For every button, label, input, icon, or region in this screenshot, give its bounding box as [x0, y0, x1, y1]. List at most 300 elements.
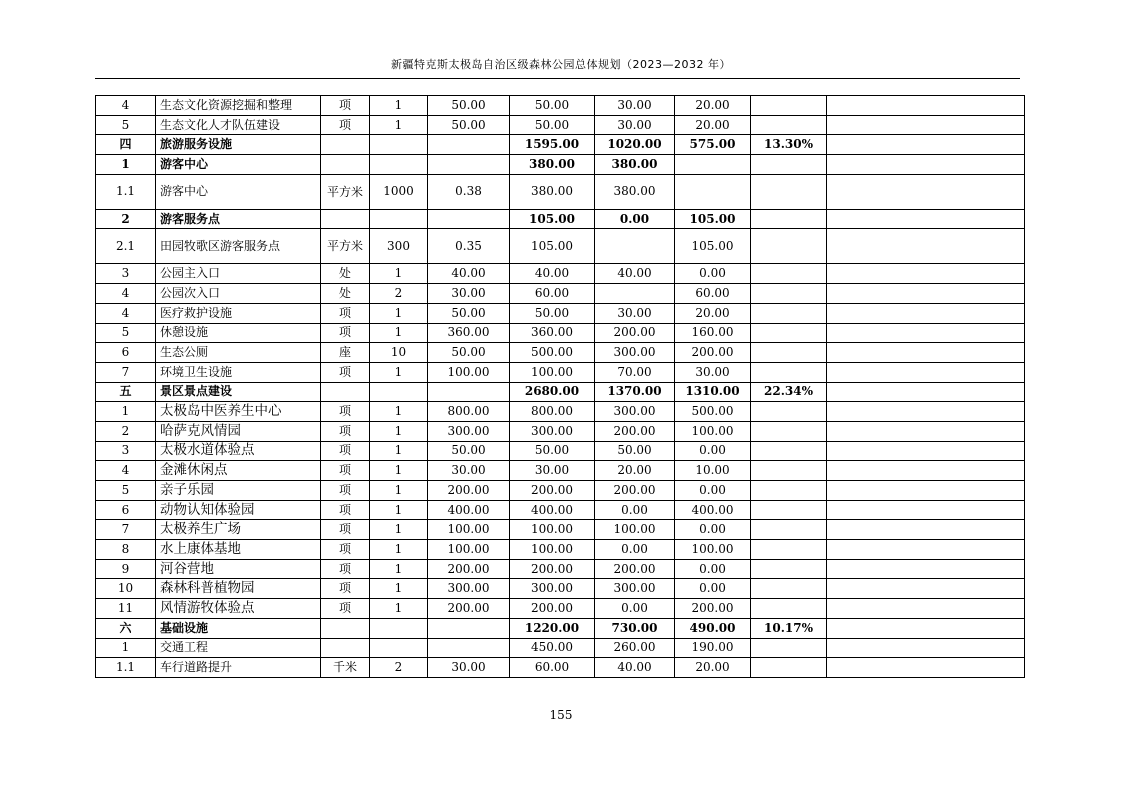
- quantity-cell: [370, 209, 428, 229]
- remarks-cell: [827, 284, 1025, 304]
- phase-1-investment-cell: 100.00: [595, 520, 675, 540]
- table-row: [96, 421, 1025, 441]
- quantity-cell: 1: [370, 559, 428, 579]
- total-investment-cell: 100.00: [510, 362, 595, 382]
- unit-cell: 项: [321, 402, 370, 422]
- item-name-cell: 哈萨克风情园: [156, 421, 321, 441]
- table-row: [96, 362, 1025, 382]
- unit-cell: 项: [321, 599, 370, 619]
- phase-1-investment-cell: 380.00: [595, 174, 675, 209]
- item-name-cell: 生态文化人才队伍建设: [156, 115, 321, 135]
- table-row: [96, 155, 1025, 175]
- phase-1-investment-cell: 20.00: [595, 461, 675, 481]
- investment-share-cell: [751, 323, 827, 343]
- item-name-cell: 基础设施: [156, 618, 321, 638]
- total-investment-cell: 60.00: [510, 658, 595, 678]
- quantity-cell: 1: [370, 96, 428, 116]
- phase-1-investment-cell: 730.00: [595, 618, 675, 638]
- item-name-cell: 动物认知体验园: [156, 500, 321, 520]
- row-index-cell: 3: [96, 441, 156, 461]
- total-investment-cell: 105.00: [510, 229, 595, 264]
- item-name-cell: 金滩休闲点: [156, 461, 321, 481]
- phase-2-investment-cell: 10.00: [675, 461, 751, 481]
- unit-price-cell: 30.00: [428, 658, 510, 678]
- unit-price-cell: 200.00: [428, 559, 510, 579]
- row-index-cell: 6: [96, 343, 156, 363]
- investment-share-cell: [751, 96, 827, 116]
- unit-cell: 处: [321, 284, 370, 304]
- item-name-cell: 公园次入口: [156, 284, 321, 304]
- unit-cell: 项: [321, 579, 370, 599]
- row-index-cell: 8: [96, 540, 156, 560]
- unit-cell: 项: [321, 540, 370, 560]
- phase-1-investment-cell: 200.00: [595, 481, 675, 501]
- row-index-cell: 11: [96, 599, 156, 619]
- item-name-cell: 田园牧歌区游客服务点: [156, 229, 321, 264]
- remarks-cell: [827, 599, 1025, 619]
- total-investment-cell: 380.00: [510, 155, 595, 175]
- phase-1-investment-cell: 1020.00: [595, 135, 675, 155]
- remarks-cell: [827, 559, 1025, 579]
- unit-price-cell: [428, 382, 510, 402]
- investment-share-cell: [751, 559, 827, 579]
- row-index-cell: 4: [96, 303, 156, 323]
- row-index-cell: 1.1: [96, 174, 156, 209]
- remarks-cell: [827, 481, 1025, 501]
- table-row: [96, 382, 1025, 402]
- phase-2-investment-cell: 0.00: [675, 520, 751, 540]
- unit-price-cell: 0.35: [428, 229, 510, 264]
- table-row: [96, 559, 1025, 579]
- row-index-cell: 5: [96, 481, 156, 501]
- phase-2-investment-cell: [675, 155, 751, 175]
- investment-share-cell: [751, 481, 827, 501]
- unit-cell: 项: [321, 481, 370, 501]
- table-row: [96, 284, 1025, 304]
- row-index-cell: 10: [96, 579, 156, 599]
- unit-cell: [321, 618, 370, 638]
- remarks-cell: [827, 229, 1025, 264]
- phase-2-investment-cell: 1310.00: [675, 382, 751, 402]
- table-row: [96, 579, 1025, 599]
- quantity-cell: 1: [370, 461, 428, 481]
- row-index-cell: 6: [96, 500, 156, 520]
- phase-1-investment-cell: [595, 284, 675, 304]
- item-name-cell: 河谷营地: [156, 559, 321, 579]
- item-name-cell: 水上康体基地: [156, 540, 321, 560]
- quantity-cell: 1: [370, 500, 428, 520]
- phase-2-investment-cell: 490.00: [675, 618, 751, 638]
- item-name-cell: 车行道路提升: [156, 658, 321, 678]
- investment-share-cell: [751, 115, 827, 135]
- item-name-cell: 交通工程: [156, 638, 321, 658]
- table-row: [96, 481, 1025, 501]
- row-index-cell: 4: [96, 96, 156, 116]
- item-name-cell: 太极水道体验点: [156, 441, 321, 461]
- total-investment-cell: 1220.00: [510, 618, 595, 638]
- phase-2-investment-cell: 0.00: [675, 264, 751, 284]
- investment-share-cell: [751, 540, 827, 560]
- phase-2-investment-cell: 0.00: [675, 441, 751, 461]
- item-name-cell: 游客中心: [156, 155, 321, 175]
- unit-price-cell: 30.00: [428, 284, 510, 304]
- quantity-cell: 1: [370, 421, 428, 441]
- header-rule: [95, 78, 1020, 79]
- quantity-cell: 1: [370, 481, 428, 501]
- table-row: [96, 461, 1025, 481]
- phase-2-investment-cell: 20.00: [675, 96, 751, 116]
- total-investment-cell: 400.00: [510, 500, 595, 520]
- remarks-cell: [827, 343, 1025, 363]
- remarks-cell: [827, 441, 1025, 461]
- unit-price-cell: 40.00: [428, 264, 510, 284]
- investment-share-cell: [751, 155, 827, 175]
- quantity-cell: 1: [370, 441, 428, 461]
- phase-2-investment-cell: 20.00: [675, 658, 751, 678]
- total-investment-cell: 200.00: [510, 481, 595, 501]
- unit-price-cell: 200.00: [428, 481, 510, 501]
- total-investment-cell: 60.00: [510, 284, 595, 304]
- unit-price-cell: 300.00: [428, 579, 510, 599]
- quantity-cell: 1: [370, 520, 428, 540]
- remarks-cell: [827, 638, 1025, 658]
- table-row: [96, 323, 1025, 343]
- quantity-cell: 1: [370, 115, 428, 135]
- total-investment-cell: 50.00: [510, 303, 595, 323]
- phase-1-investment-cell: 40.00: [595, 264, 675, 284]
- quantity-cell: [370, 618, 428, 638]
- unit-cell: 平方米: [321, 174, 370, 209]
- remarks-cell: [827, 174, 1025, 209]
- phase-2-investment-cell: 575.00: [675, 135, 751, 155]
- remarks-cell: [827, 540, 1025, 560]
- phase-1-investment-cell: 30.00: [595, 303, 675, 323]
- budget-table-body: [96, 96, 1025, 678]
- quantity-cell: 1: [370, 362, 428, 382]
- row-index-cell: 2: [96, 421, 156, 441]
- phase-1-investment-cell: 200.00: [595, 421, 675, 441]
- budget-table: [95, 95, 1025, 678]
- unit-price-cell: 50.00: [428, 303, 510, 323]
- page-header: 新疆特克斯太极岛自治区级森林公园总体规划（2023—2032 年）: [391, 58, 731, 71]
- total-investment-cell: 300.00: [510, 421, 595, 441]
- table-row: [96, 115, 1025, 135]
- remarks-cell: [827, 155, 1025, 175]
- phase-2-investment-cell: 100.00: [675, 421, 751, 441]
- unit-price-cell: [428, 155, 510, 175]
- quantity-cell: 1: [370, 599, 428, 619]
- phase-1-investment-cell: 0.00: [595, 540, 675, 560]
- unit-cell: 项: [321, 96, 370, 116]
- remarks-cell: [827, 264, 1025, 284]
- phase-1-investment-cell: 380.00: [595, 155, 675, 175]
- total-investment-cell: 800.00: [510, 402, 595, 422]
- remarks-cell: [827, 303, 1025, 323]
- unit-price-cell: 50.00: [428, 115, 510, 135]
- phase-1-investment-cell: 200.00: [595, 559, 675, 579]
- phase-1-investment-cell: 40.00: [595, 658, 675, 678]
- quantity-cell: 1: [370, 402, 428, 422]
- quantity-cell: 1: [370, 264, 428, 284]
- row-index-cell: 四: [96, 135, 156, 155]
- row-index-cell: 1: [96, 402, 156, 422]
- item-name-cell: 休憩设施: [156, 323, 321, 343]
- unit-cell: 项: [321, 323, 370, 343]
- investment-share-cell: [751, 658, 827, 678]
- row-index-cell: 7: [96, 362, 156, 382]
- row-index-cell: 2: [96, 209, 156, 229]
- table-row: [96, 343, 1025, 363]
- remarks-cell: [827, 500, 1025, 520]
- unit-cell: [321, 382, 370, 402]
- phase-1-investment-cell: 30.00: [595, 115, 675, 135]
- investment-share-cell: [751, 229, 827, 264]
- investment-share-cell: [751, 402, 827, 422]
- item-name-cell: 医疗救护设施: [156, 303, 321, 323]
- row-index-cell: 9: [96, 559, 156, 579]
- remarks-cell: [827, 658, 1025, 678]
- unit-price-cell: 300.00: [428, 421, 510, 441]
- total-investment-cell: 50.00: [510, 441, 595, 461]
- quantity-cell: 1000: [370, 174, 428, 209]
- investment-share-cell: 10.17%: [751, 618, 827, 638]
- table-row: [96, 500, 1025, 520]
- investment-share-cell: [751, 303, 827, 323]
- unit-price-cell: 50.00: [428, 441, 510, 461]
- total-investment-cell: 450.00: [510, 638, 595, 658]
- unit-price-cell: 100.00: [428, 362, 510, 382]
- unit-cell: 项: [321, 421, 370, 441]
- phase-1-investment-cell: 200.00: [595, 323, 675, 343]
- remarks-cell: [827, 461, 1025, 481]
- remarks-cell: [827, 135, 1025, 155]
- item-name-cell: 生态文化资源挖掘和整理: [156, 96, 321, 116]
- row-index-cell: 4: [96, 461, 156, 481]
- phase-1-investment-cell: 50.00: [595, 441, 675, 461]
- unit-price-cell: [428, 135, 510, 155]
- phase-1-investment-cell: 300.00: [595, 402, 675, 422]
- phase-1-investment-cell: 30.00: [595, 96, 675, 116]
- unit-price-cell: 400.00: [428, 500, 510, 520]
- table-row: [96, 402, 1025, 422]
- total-investment-cell: 30.00: [510, 461, 595, 481]
- item-name-cell: 生态公厕: [156, 343, 321, 363]
- unit-price-cell: 30.00: [428, 461, 510, 481]
- phase-2-investment-cell: 30.00: [675, 362, 751, 382]
- item-name-cell: 游客服务点: [156, 209, 321, 229]
- quantity-cell: 1: [370, 303, 428, 323]
- quantity-cell: 2: [370, 284, 428, 304]
- investment-share-cell: [751, 174, 827, 209]
- unit-cell: 项: [321, 559, 370, 579]
- total-investment-cell: 500.00: [510, 343, 595, 363]
- item-name-cell: 风情游牧体验点: [156, 599, 321, 619]
- unit-price-cell: 200.00: [428, 599, 510, 619]
- quantity-cell: 2: [370, 658, 428, 678]
- page-number: 155: [549, 708, 573, 722]
- investment-share-cell: [751, 520, 827, 540]
- item-name-cell: 游客中心: [156, 174, 321, 209]
- phase-2-investment-cell: 105.00: [675, 229, 751, 264]
- table-row: [96, 441, 1025, 461]
- item-name-cell: 景区景点建设: [156, 382, 321, 402]
- remarks-cell: [827, 209, 1025, 229]
- quantity-cell: [370, 135, 428, 155]
- total-investment-cell: 200.00: [510, 559, 595, 579]
- unit-cell: 项: [321, 115, 370, 135]
- unit-cell: [321, 209, 370, 229]
- table-row: [96, 303, 1025, 323]
- unit-price-cell: 100.00: [428, 520, 510, 540]
- investment-share-cell: 22.34%: [751, 382, 827, 402]
- unit-price-cell: 50.00: [428, 343, 510, 363]
- phase-1-investment-cell: 0.00: [595, 599, 675, 619]
- phase-1-investment-cell: 260.00: [595, 638, 675, 658]
- row-index-cell: 1: [96, 155, 156, 175]
- remarks-cell: [827, 362, 1025, 382]
- unit-price-cell: 0.38: [428, 174, 510, 209]
- item-name-cell: 旅游服务设施: [156, 135, 321, 155]
- table-row: [96, 209, 1025, 229]
- phase-2-investment-cell: 500.00: [675, 402, 751, 422]
- investment-share-cell: [751, 421, 827, 441]
- investment-share-cell: [751, 209, 827, 229]
- table-row: [96, 658, 1025, 678]
- remarks-cell: [827, 96, 1025, 116]
- total-investment-cell: 2680.00: [510, 382, 595, 402]
- row-index-cell: 六: [96, 618, 156, 638]
- unit-price-cell: 50.00: [428, 96, 510, 116]
- investment-share-cell: [751, 441, 827, 461]
- unit-cell: 平方米: [321, 229, 370, 264]
- unit-cell: 项: [321, 303, 370, 323]
- phase-2-investment-cell: 20.00: [675, 303, 751, 323]
- total-investment-cell: 380.00: [510, 174, 595, 209]
- unit-price-cell: 360.00: [428, 323, 510, 343]
- unit-price-cell: [428, 618, 510, 638]
- quantity-cell: 1: [370, 323, 428, 343]
- phase-1-investment-cell: 0.00: [595, 500, 675, 520]
- phase-1-investment-cell: [595, 229, 675, 264]
- total-investment-cell: 1595.00: [510, 135, 595, 155]
- remarks-cell: [827, 618, 1025, 638]
- investment-share-cell: [751, 500, 827, 520]
- unit-price-cell: [428, 638, 510, 658]
- table-row: [96, 135, 1025, 155]
- unit-price-cell: 100.00: [428, 540, 510, 560]
- phase-2-investment-cell: [675, 174, 751, 209]
- row-index-cell: 2.1: [96, 229, 156, 264]
- total-investment-cell: 300.00: [510, 579, 595, 599]
- row-index-cell: 1: [96, 638, 156, 658]
- unit-cell: [321, 135, 370, 155]
- table-row: [96, 618, 1025, 638]
- remarks-cell: [827, 402, 1025, 422]
- total-investment-cell: 200.00: [510, 599, 595, 619]
- phase-2-investment-cell: 0.00: [675, 579, 751, 599]
- unit-cell: 项: [321, 441, 370, 461]
- unit-cell: 项: [321, 500, 370, 520]
- phase-2-investment-cell: 200.00: [675, 599, 751, 619]
- phase-2-investment-cell: 60.00: [675, 284, 751, 304]
- table-row: [96, 638, 1025, 658]
- phase-2-investment-cell: 0.00: [675, 481, 751, 501]
- quantity-cell: [370, 382, 428, 402]
- investment-share-cell: [751, 362, 827, 382]
- total-investment-cell: 100.00: [510, 540, 595, 560]
- remarks-cell: [827, 579, 1025, 599]
- investment-share-cell: [751, 461, 827, 481]
- remarks-cell: [827, 323, 1025, 343]
- row-index-cell: 7: [96, 520, 156, 540]
- remarks-cell: [827, 382, 1025, 402]
- investment-share-cell: [751, 343, 827, 363]
- unit-cell: 座: [321, 343, 370, 363]
- quantity-cell: [370, 155, 428, 175]
- table-row: [96, 599, 1025, 619]
- investment-share-cell: [751, 579, 827, 599]
- phase-2-investment-cell: 105.00: [675, 209, 751, 229]
- phase-2-investment-cell: 20.00: [675, 115, 751, 135]
- table-row: [96, 520, 1025, 540]
- item-name-cell: 太极养生广场: [156, 520, 321, 540]
- phase-2-investment-cell: 200.00: [675, 343, 751, 363]
- phase-1-investment-cell: 1370.00: [595, 382, 675, 402]
- row-index-cell: 五: [96, 382, 156, 402]
- item-name-cell: 环境卫生设施: [156, 362, 321, 382]
- quantity-cell: [370, 638, 428, 658]
- table-row: [96, 540, 1025, 560]
- investment-share-cell: [751, 599, 827, 619]
- remarks-cell: [827, 520, 1025, 540]
- investment-share-cell: 13.30%: [751, 135, 827, 155]
- row-index-cell: 5: [96, 115, 156, 135]
- unit-cell: [321, 155, 370, 175]
- item-name-cell: 亲子乐园: [156, 481, 321, 501]
- phase-2-investment-cell: 160.00: [675, 323, 751, 343]
- investment-share-cell: [751, 638, 827, 658]
- item-name-cell: 森林科普植物园: [156, 579, 321, 599]
- remarks-cell: [827, 421, 1025, 441]
- investment-share-cell: [751, 284, 827, 304]
- investment-share-cell: [751, 264, 827, 284]
- quantity-cell: 300: [370, 229, 428, 264]
- row-index-cell: 4: [96, 284, 156, 304]
- quantity-cell: 10: [370, 343, 428, 363]
- phase-2-investment-cell: 0.00: [675, 559, 751, 579]
- row-index-cell: 5: [96, 323, 156, 343]
- phase-2-investment-cell: 190.00: [675, 638, 751, 658]
- row-index-cell: 3: [96, 264, 156, 284]
- row-index-cell: 1.1: [96, 658, 156, 678]
- unit-price-cell: 800.00: [428, 402, 510, 422]
- unit-price-cell: [428, 209, 510, 229]
- total-investment-cell: 50.00: [510, 96, 595, 116]
- total-investment-cell: 105.00: [510, 209, 595, 229]
- table-row: [96, 174, 1025, 209]
- unit-cell: 项: [321, 461, 370, 481]
- phase-2-investment-cell: 400.00: [675, 500, 751, 520]
- quantity-cell: 1: [370, 579, 428, 599]
- table-row: [96, 264, 1025, 284]
- item-name-cell: 公园主入口: [156, 264, 321, 284]
- unit-cell: 处: [321, 264, 370, 284]
- phase-1-investment-cell: 300.00: [595, 343, 675, 363]
- phase-1-investment-cell: 70.00: [595, 362, 675, 382]
- unit-cell: 项: [321, 520, 370, 540]
- phase-1-investment-cell: 300.00: [595, 579, 675, 599]
- total-investment-cell: 50.00: [510, 115, 595, 135]
